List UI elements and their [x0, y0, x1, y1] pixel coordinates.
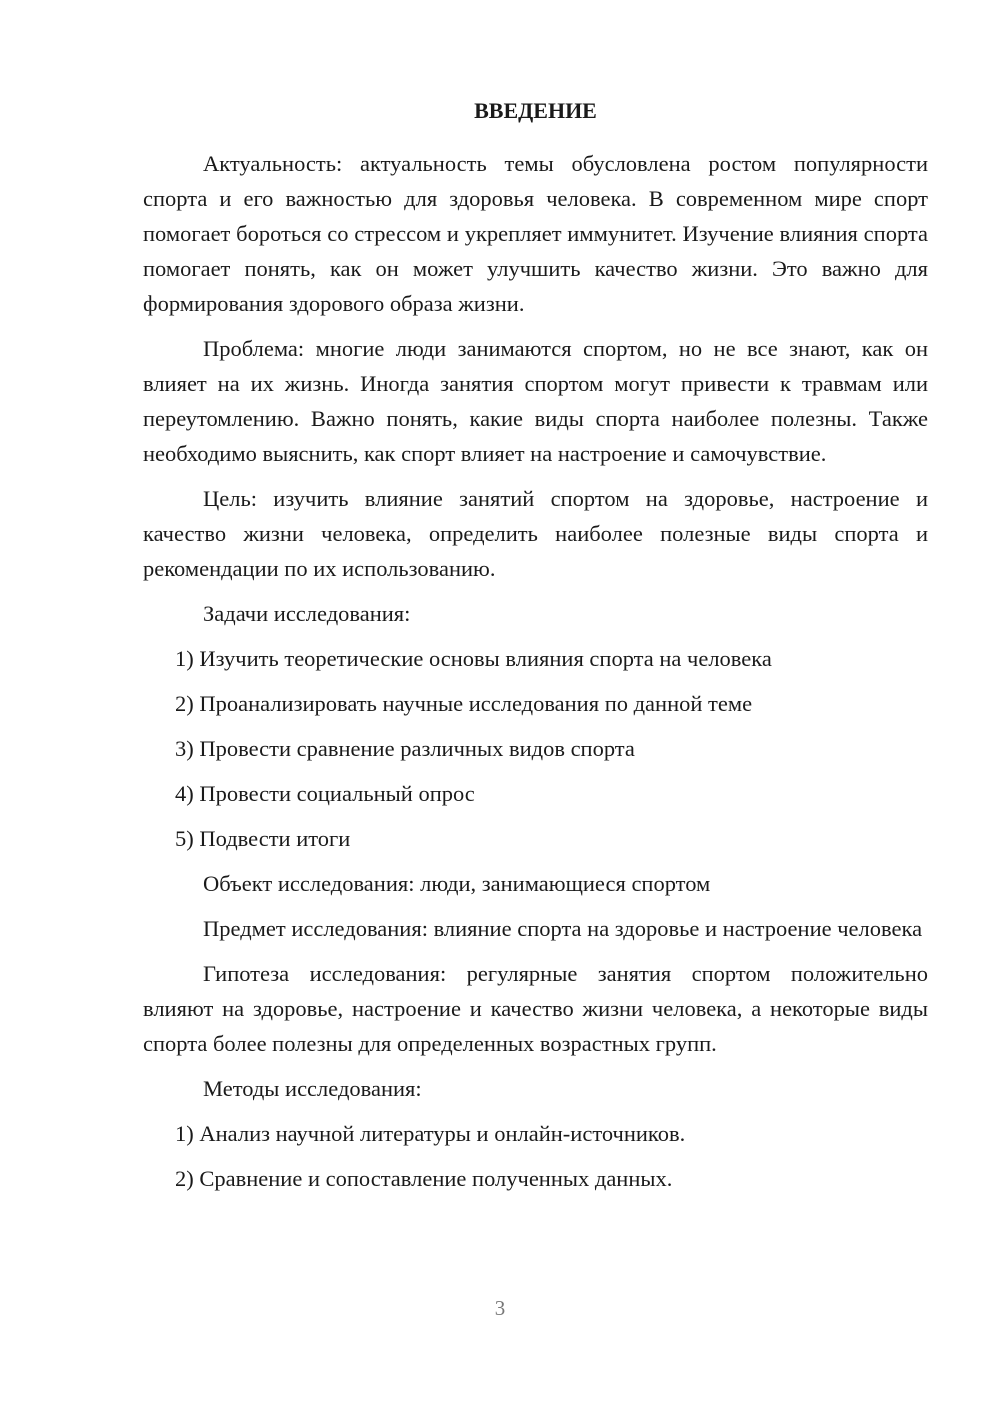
paragraph-hypothesis: Гипотеза исследования: регулярные занятия спортом положительно влияют на здоровье, настроение и качество жизни человека, а некоторые виды спорта более полезны для определенных возрастных групп. — [143, 961, 928, 1056]
paragraph-object: Объект исследования: люди, занимающиеся спортом — [203, 871, 711, 896]
paragraph-subject: Предмет исследования: влияние спорта на здоровье и настроение человека — [203, 916, 923, 941]
section-heading: ВВЕДЕНИЕ — [474, 98, 597, 123]
task-item: 4) Провести социальный опрос — [175, 781, 475, 806]
method-item: 2) Сравнение и сопоставление полученных данных. — [175, 1166, 673, 1191]
paragraph-goal: Цель: изучить влияние занятий спортом на здоровье, настроение и качество жизни человека, определить наиболее полезные виды спорта и рекомендации по их использованию. — [143, 486, 928, 581]
methods-title: Методы исследования: — [203, 1076, 422, 1101]
task-item: 5) Подвести итоги — [175, 826, 351, 851]
page-number: 3 — [494, 1296, 506, 1320]
task-item: 2) Проанализировать научные исследования по данной теме — [175, 691, 753, 716]
task-item: 3) Провести сравнение различных видов спорта — [175, 736, 635, 761]
paragraph-problem: Проблема: многие люди занимаются спортом, но не все знают, как он влияет на их жизнь. Иногда занятия спортом могут привести к травмам или переутомлению. Важно понять, какие виды спорта наиболее полезны. Также необходимо выяснить, как спорт влияет на настроение и самочувствие. — [143, 336, 928, 466]
tasks-title: Задачи исследования: — [203, 601, 411, 626]
task-item: 1) Изучить теоретические основы влияния спорта на человека — [175, 646, 772, 671]
method-item: 1) Анализ научной литературы и онлайн-источников. — [175, 1121, 686, 1146]
paragraph-relevance: Актуальность: актуальность темы обусловлена ростом популярности спорта и его важностью для здоровья человека. В современном мире спорт помогает бороться со стрессом и укрепляет иммунитет. Изучение влияния спорта помогает понять, как он может улучшить качество жизни. Это важно для формирования здорового образа жизни. — [143, 151, 928, 316]
document-page — [143, 96, 928, 1206]
